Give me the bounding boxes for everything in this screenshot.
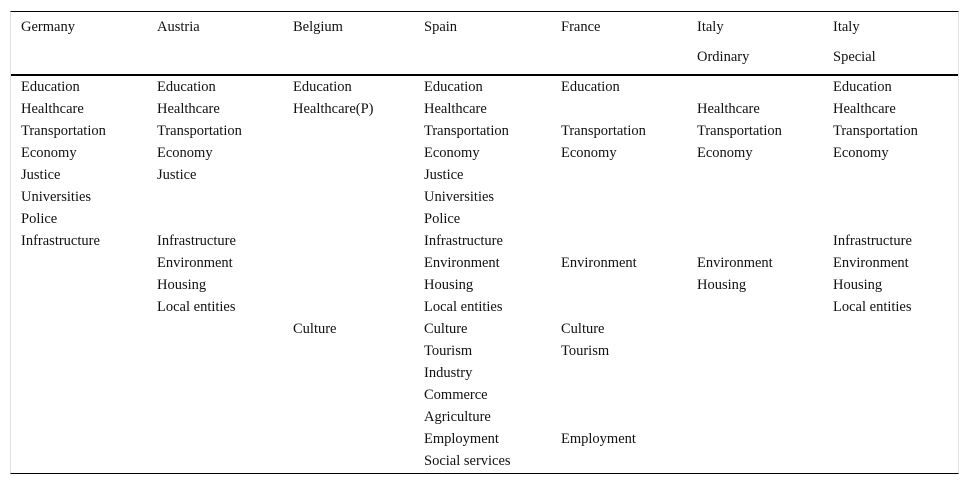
table-cell: Economy bbox=[21, 145, 77, 161]
table-cell: Local entities bbox=[833, 299, 912, 315]
table-cell: Employment bbox=[424, 431, 499, 447]
table-cell: Economy bbox=[561, 145, 617, 161]
table-cell: Economy bbox=[424, 145, 480, 161]
table-cell: Housing bbox=[833, 277, 883, 293]
table-cell: Healthcare bbox=[697, 101, 760, 117]
table-cell: Economy bbox=[833, 145, 889, 161]
table-cell: Commerce bbox=[424, 387, 488, 403]
header-belgium: Belgium bbox=[293, 19, 343, 35]
table-cell: Environment bbox=[424, 255, 500, 271]
table-cell: Healthcare bbox=[21, 101, 84, 117]
table-cell: Justice bbox=[157, 167, 197, 183]
table-cell: Transportation bbox=[424, 123, 509, 139]
table-cell: Universities bbox=[21, 189, 92, 205]
table-cell: Healthcare(P) bbox=[293, 101, 374, 117]
header-france: France bbox=[561, 19, 601, 35]
table-cell: Tourism bbox=[424, 343, 473, 359]
table-cell: Environment bbox=[697, 255, 773, 271]
competences-table bbox=[10, 11, 959, 474]
header-italy-ordinary: Italy Ordinary bbox=[697, 19, 750, 65]
table-cell: Justice bbox=[21, 167, 61, 183]
header-austria: Austria bbox=[157, 19, 200, 35]
table-cell: Education bbox=[21, 79, 80, 95]
table-cell: Transportation bbox=[157, 123, 242, 139]
table-cell: Environment bbox=[157, 255, 233, 271]
table-cell: Healthcare bbox=[833, 101, 896, 117]
table-cell: Education bbox=[561, 79, 620, 95]
table-cell: Education bbox=[833, 79, 892, 95]
table-cell: Healthcare bbox=[424, 101, 487, 117]
table-cell: Industry bbox=[424, 365, 473, 381]
table-cell: Culture bbox=[424, 321, 468, 337]
table-cell: Housing bbox=[157, 277, 207, 293]
table-cell: Agriculture bbox=[424, 409, 491, 425]
header-germany: Germany bbox=[21, 19, 75, 35]
table-cell: Infrastructure bbox=[157, 233, 236, 249]
table-cell: Police bbox=[21, 211, 58, 227]
table-cell: Employment bbox=[561, 431, 636, 447]
table-cell: Culture bbox=[293, 321, 337, 337]
table-cell: Transportation bbox=[697, 123, 782, 139]
header-spain: Spain bbox=[424, 19, 458, 35]
table-cell: Economy bbox=[697, 145, 753, 161]
table-cell: Local entities bbox=[157, 299, 236, 315]
table-cell: Environment bbox=[833, 255, 909, 271]
table-cell: Infrastructure bbox=[21, 233, 100, 249]
table-cell: Social services bbox=[424, 453, 511, 469]
table-cell: Transportation bbox=[833, 123, 918, 139]
table-cell: Economy bbox=[157, 145, 213, 161]
header-italy-special: Italy Special bbox=[833, 19, 876, 65]
table-cell: Transportation bbox=[561, 123, 646, 139]
table-cell: Education bbox=[424, 79, 483, 95]
table-cell: Universities bbox=[424, 189, 495, 205]
table-cell: Environment bbox=[561, 255, 637, 271]
table-header bbox=[11, 12, 958, 76]
table-cell: Tourism bbox=[561, 343, 610, 359]
table-cell: Education bbox=[293, 79, 352, 95]
table-cell: Police bbox=[424, 211, 461, 227]
table-cell: Education bbox=[157, 79, 216, 95]
table-cell: Infrastructure bbox=[424, 233, 503, 249]
table-cell: Culture bbox=[561, 321, 605, 337]
table-cell: Housing bbox=[424, 277, 474, 293]
table-cell: Local entities bbox=[424, 299, 503, 315]
table-cell: Healthcare bbox=[157, 101, 220, 117]
table-cell: Transportation bbox=[21, 123, 106, 139]
table-cell: Housing bbox=[697, 277, 747, 293]
table-cell: Justice bbox=[424, 167, 464, 183]
table-cell: Infrastructure bbox=[833, 233, 912, 249]
